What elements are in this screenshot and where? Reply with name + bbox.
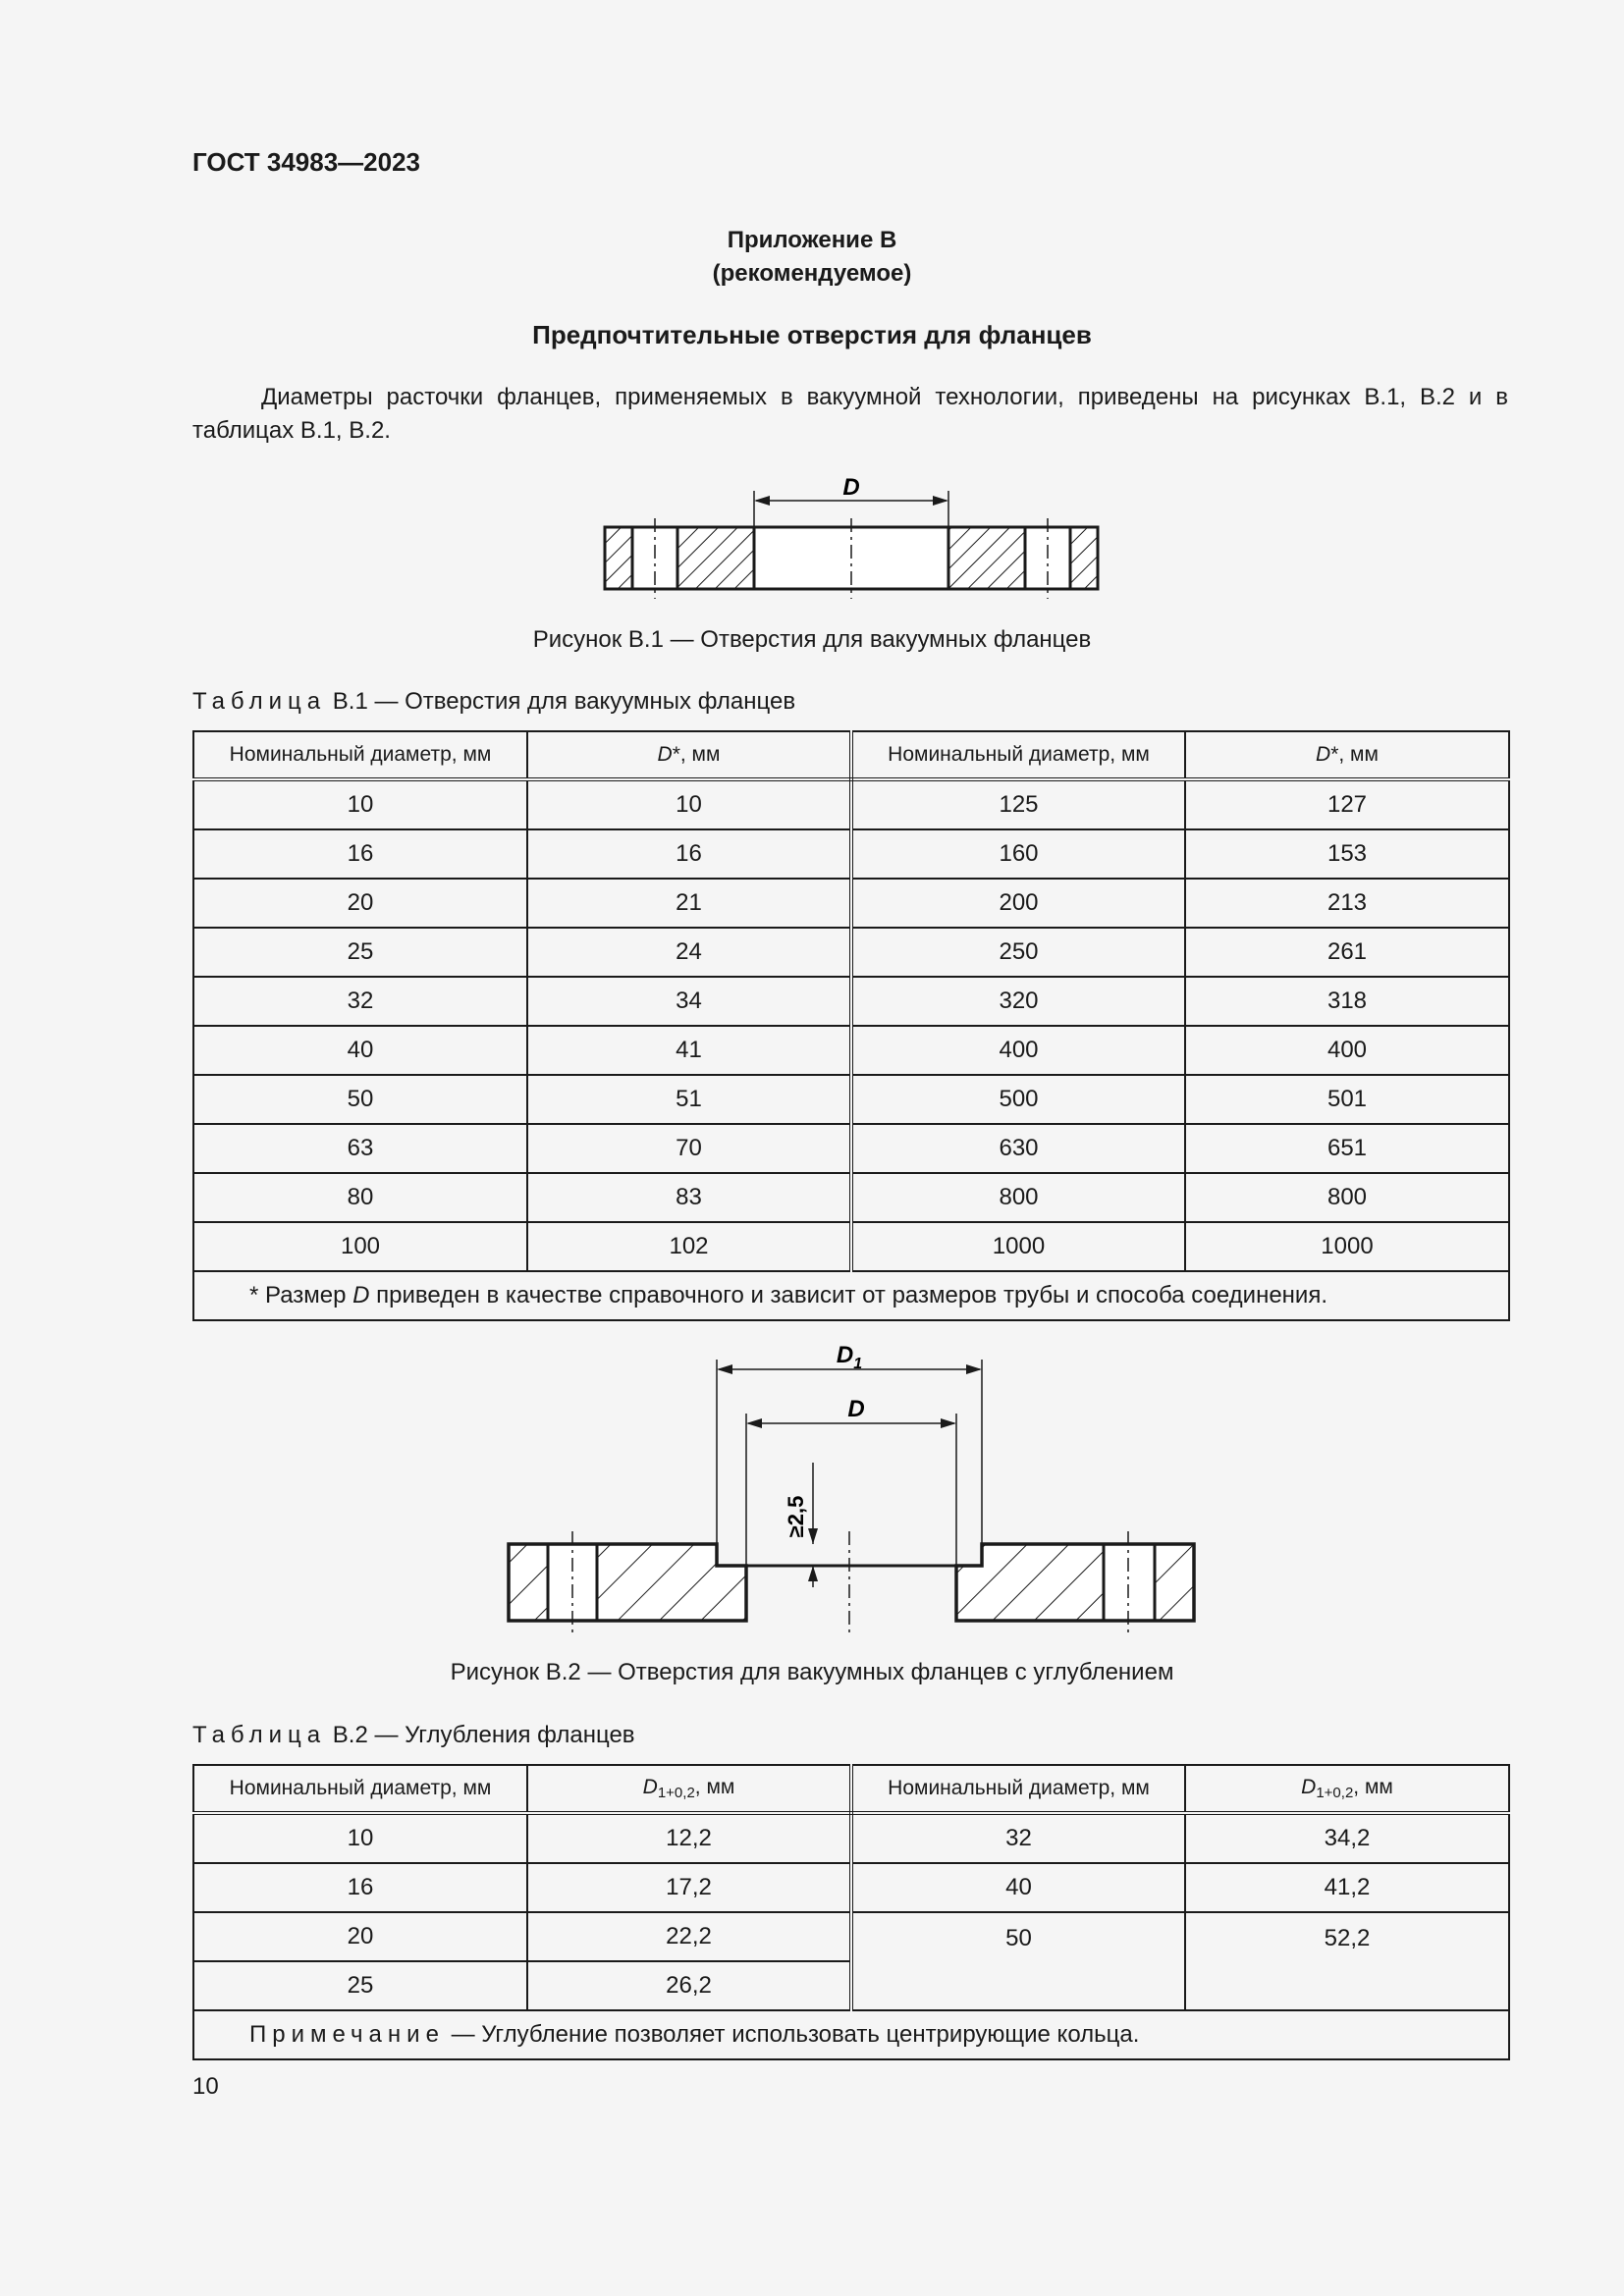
table-cell: 70 [527, 1124, 851, 1173]
table-cell: 16 [193, 1863, 527, 1912]
figure-2-dim-d1: $D_1$ [836, 1342, 863, 1372]
table-2-note: Примечание — Углубление позволяет использовать центрирующие кольца. [193, 2010, 1509, 2059]
table-1-header-d-2: D*, мм [1185, 731, 1509, 779]
table-1-footnote-row [193, 1271, 1509, 1320]
table-cell: 24 [527, 928, 851, 977]
table-cell: 160 [851, 829, 1185, 879]
table-cell: 400 [851, 1026, 1185, 1075]
table-cell: 16 [527, 829, 851, 879]
table-cell: 63 [193, 1124, 527, 1173]
table-cell: 40 [851, 1863, 1185, 1912]
table-cell: 50 [851, 1912, 1185, 2010]
appendix-title [0, 224, 1624, 291]
table-row [193, 1863, 1509, 1912]
table-cell: 20 [193, 1912, 527, 1961]
table-cell: 102 [527, 1222, 851, 1271]
section-title: Предпочтительные отверстия для фланцев [532, 320, 1092, 349]
table-cell: 10 [193, 779, 527, 829]
table-cell: 125 [851, 779, 1185, 829]
table-cell: 100 [193, 1222, 527, 1271]
table-cell: 22,2 [527, 1912, 851, 1961]
figure-2-caption: Рисунок В.2 — Отверстия для вакуумных фланцев с углублением [450, 1659, 1174, 1685]
table-cell: 34,2 [1185, 1813, 1509, 1863]
table-cell: 318 [1185, 977, 1509, 1026]
table-cell: 213 [1185, 879, 1509, 928]
table-1-caption [192, 688, 795, 716]
table-cell: 200 [851, 879, 1185, 928]
figure-2-dim-depth: ≥2,5 [784, 1495, 808, 1538]
table-row [193, 1026, 1509, 1075]
figure-1-flange-drawing [589, 461, 1119, 599]
table-cell: 21 [527, 879, 851, 928]
table-cell: 800 [1185, 1173, 1509, 1222]
table-row [193, 1075, 1509, 1124]
table-2-header-row [193, 1765, 1509, 1813]
table-1-header-d: D*, мм [527, 731, 851, 779]
table-cell: 32 [851, 1813, 1185, 1863]
table-2-header-nominal: Номинальный диаметр, мм [193, 1765, 527, 1813]
table-cell: 127 [1185, 779, 1509, 829]
table-cell: 50 [193, 1075, 527, 1124]
table-2-header-nominal-2: Номинальный диаметр, мм [851, 1765, 1185, 1813]
figure-2-flange-recess-drawing [491, 1330, 1218, 1634]
table-cell: 10 [193, 1813, 527, 1863]
page-number: 10 [192, 2073, 219, 2100]
table-cell: 17,2 [527, 1863, 851, 1912]
table-cell: 40 [193, 1026, 527, 1075]
table-cell: 501 [1185, 1075, 1509, 1124]
table-cell: 80 [193, 1173, 527, 1222]
table-1-header-nominal-2: Номинальный диаметр, мм [851, 731, 1185, 779]
table-row [193, 779, 1509, 829]
table-cell: 153 [1185, 829, 1509, 879]
table-row [193, 1813, 1509, 1863]
table-row [193, 1912, 1509, 1961]
document-code: ГОСТ 34983—2023 [192, 147, 420, 177]
table-row [193, 1222, 1509, 1271]
table-2 [192, 1764, 1510, 2060]
table-cell: 16 [193, 829, 527, 879]
table-cell: 10 [527, 779, 851, 829]
table-row [193, 977, 1509, 1026]
table-1-caption-text: В.1 — Отверстия для вакуумных фланцев [332, 688, 796, 715]
table-cell: 12,2 [527, 1813, 851, 1863]
table-cell: 52,2 [1185, 1912, 1509, 2010]
table-cell: 41,2 [1185, 1863, 1509, 1912]
table-row [193, 829, 1509, 879]
table-1-caption-label: Таблица [192, 688, 327, 715]
figure-2-dim-d: D [847, 1396, 865, 1422]
table-cell: 651 [1185, 1124, 1509, 1173]
table-cell: 41 [527, 1026, 851, 1075]
figure-1-caption: Рисунок В.1 — Отверстия для вакуумных фланцев [532, 626, 1092, 653]
table-cell: 261 [1185, 928, 1509, 977]
table-2-header-d1-2: $D_{1+0,2}$, мм [1185, 1765, 1509, 1813]
table-cell: 1000 [1185, 1222, 1509, 1271]
table-cell: 1000 [851, 1222, 1185, 1271]
table-2-caption-label: Таблица [192, 1722, 327, 1748]
appendix-type: (рекомендуемое) [712, 260, 912, 287]
table-row [193, 1124, 1509, 1173]
table-cell: 34 [527, 977, 851, 1026]
table-row [193, 928, 1509, 977]
table-cell: 25 [193, 1961, 527, 2010]
table-2-header-d1: $D_{1+0,2}$, мм [527, 1765, 851, 1813]
intro-paragraph: Диаметры расточки фланцев, применяемых в вакуумной технологии, приведены на рисунках В.1, В.2 и в таблицах В.1, В.2. [192, 384, 1508, 444]
table-2-caption [192, 1722, 635, 1749]
appendix-name: Приложение В [727, 227, 897, 253]
table-2-note-row [193, 2010, 1509, 2059]
table-cell: 32 [193, 977, 527, 1026]
table-row [193, 879, 1509, 928]
table-row [193, 1173, 1509, 1222]
table-cell: 400 [1185, 1026, 1509, 1075]
table-1-header-nominal: Номинальный диаметр, мм [193, 731, 527, 779]
figure-1-dim-d: D [842, 474, 860, 501]
table-1-header-row [193, 731, 1509, 779]
table-1-footnote: * Размер D приведен в качестве справочного и зависит от размеров трубы и способа соединения. [193, 1271, 1509, 1320]
table-cell: 20 [193, 879, 527, 928]
table-cell: 26,2 [527, 1961, 851, 2010]
table-cell: 51 [527, 1075, 851, 1124]
table-cell: 800 [851, 1173, 1185, 1222]
table-cell: 83 [527, 1173, 851, 1222]
table-cell: 630 [851, 1124, 1185, 1173]
table-1 [192, 730, 1510, 1321]
table-2-caption-text: В.2 — Углубления фланцев [332, 1722, 635, 1748]
table-cell: 25 [193, 928, 527, 977]
table-cell: 320 [851, 977, 1185, 1026]
table-cell: 250 [851, 928, 1185, 977]
table-cell: 500 [851, 1075, 1185, 1124]
